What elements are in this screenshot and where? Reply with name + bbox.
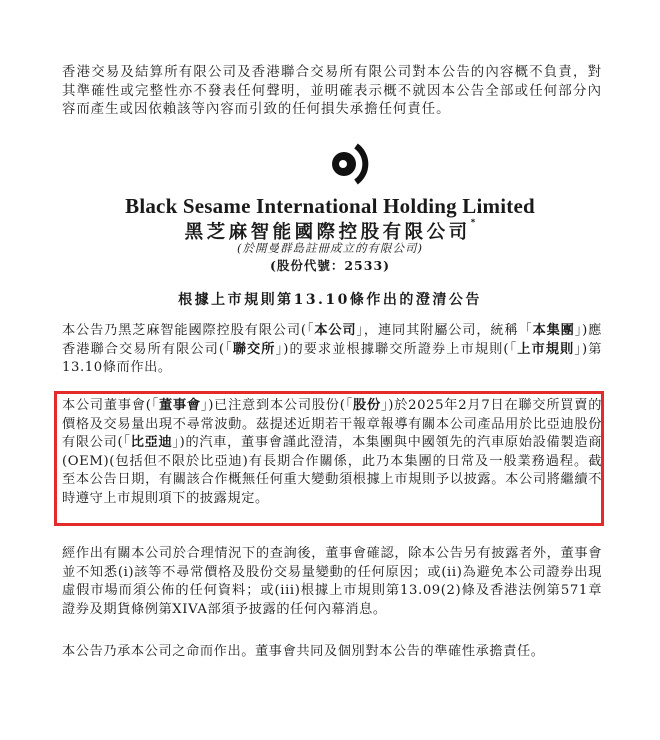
paragraph-confirmation: 經作出有關本公司於合理情況下的查詢後，董事會確認，除本公告另有披露者外，董事會並不知悉(i)該等不尋常價格及股份交易量變動的任何原因；或(ii)為避免本公司證券出現虛假市場而須公佈的任何資料；或(iii)根據上市規則第13.09(2)條及香港法例第571章證券及期貨條例第XIVA部須予披露的任何內幕消息。 [62,546,602,617]
black-sesame-logo-icon [290,136,378,192]
company-name-chinese-text: 黑芝麻智能國際控股有限公司 [184,222,471,243]
stock-code: (股份代號：2533) [269,258,391,273]
registered-mark: * [470,218,476,228]
paragraph-responsibility: 本公告乃承本公司之命而作出。董事會共同及個別對本公告的準確性承擔責任。 [62,644,545,659]
paragraph-intro: 本公告乃黑芝麻智能國際控股有限公司(「本公司」，連同其附屬公司，統稱「本集團」)應香港聯合交易所有限公司(「聯交所」)的要求並根據聯交所證券上市規則(「上市規則」)第13.10條而作出。 [62,323,602,375]
paragraph-clarification: 本公司董事會(「董事會」)已注意到本公司股份(「股份」)於2025年2月7日在聯交所買賣的價格及交易量出現不尋常波動。茲提述近期若干報章報導有關本公司產品用於比亞迪股份有限公司(「比亞迪」)的汽車，董事會謹此澄清，本集團與中國領先的汽車原始設備製造商(OEM)(包括但不限於比亞迪)有長期合作關係，此乃本集團的日常及一般業務過程。截至本公告日期，有關該合作概無任何重大變動須根據上市規則予以披露。本公司將繼續不時遵守上市規則項下的披露規定。 [62,398,602,506]
company-name-english: Black Sesame International Holding Limited [125,194,535,218]
incorporation-note: (於開曼群島註冊成立的有限公司) [237,241,423,255]
announcement-heading: 根據上市規則第13.10條作出的澄清公告 [178,292,482,308]
disclaimer-text: 香港交易及結算所有限公司及香港聯合交易所有限公司對本公告的內容概不負責，對其準確性或完整性亦不發表任何聲明，並明確表示概不就因本公告全部或任何部分內容而產生或因依賴該等內容而引致的任何損失承擔任何責任。 [62,65,602,117]
